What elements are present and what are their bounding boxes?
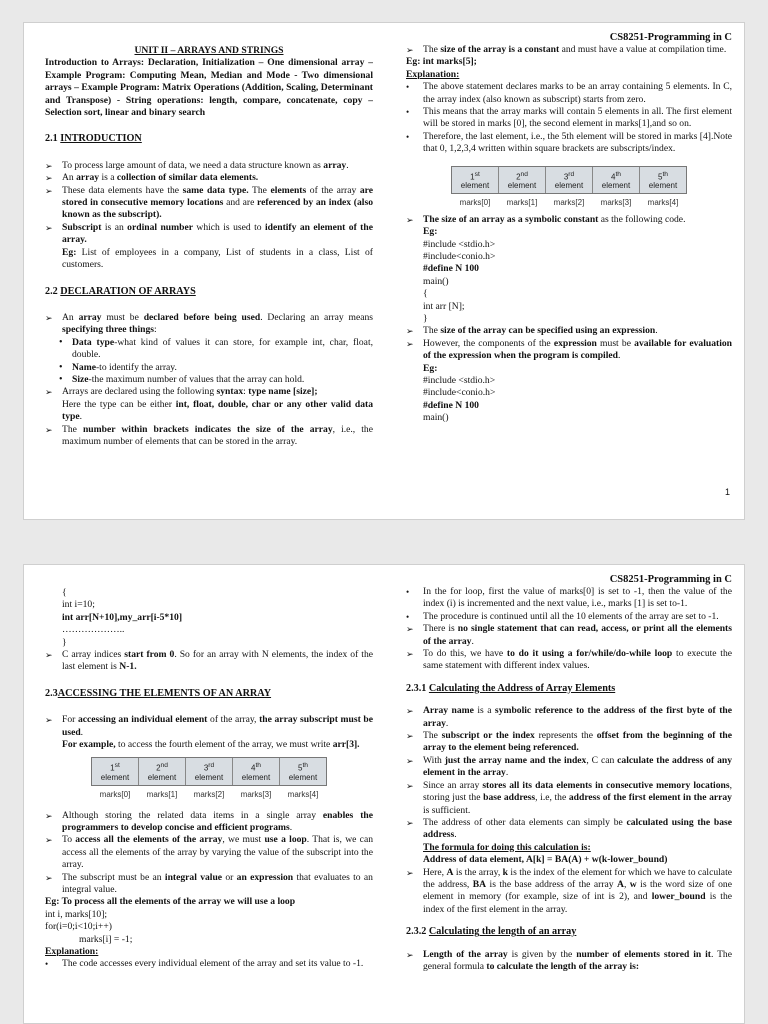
list-item: ➢ The address of other data elements can simply be calculated using the base address. The formula for doing this calculation is: Address of data element, A[k] = BA(A) + w(k-lower_bound) <box>406 816 732 866</box>
array-cell: 2nd element <box>139 758 186 785</box>
arrow-bullet-icon: ➢ <box>406 780 414 791</box>
arrow-bullet-icon: ➢ <box>45 185 53 196</box>
arrow-bullet-icon: ➢ <box>406 817 414 828</box>
list-item: ➢ Length of the array is given by the number of elements stored in it. The general formula to calculate the length of the array is: <box>406 948 732 972</box>
bullet-icon: • <box>59 336 63 348</box>
list-item: • Name-to identify the array. <box>59 361 177 373</box>
list-item: ➢ An array is a collection of similar data elements. <box>45 172 259 184</box>
section-2-3-1-heading: 2.3.1 Calculating the Address of Array Elements <box>406 682 616 694</box>
unit-title: UNIT II – ARRAYS AND STRINGS <box>134 45 284 56</box>
list-item: • Data type-what kind of values it can store, for example int, char, float, double. <box>59 336 373 361</box>
page-1 <box>23 22 745 520</box>
list-item: ➢ To access all the elements of the array, we must use a loop. That is, we can access all the elements of the array by varying the value of the subscript into the array. <box>45 834 373 871</box>
arrow-bullet-icon: ➢ <box>406 706 414 717</box>
arrow-bullet-icon: ➢ <box>45 872 53 883</box>
array-cell: 3rd element <box>546 167 593 194</box>
list-item: ➢ Array name is a symbolic reference to the address of the first byte of the array. <box>406 705 732 729</box>
arrow-bullet-icon: ➢ <box>406 731 414 742</box>
bullet-icon: • <box>406 587 410 597</box>
list-item: ➢ With just the array name and the index, C can calculate the address of any element in the array. <box>406 754 732 779</box>
example-heading: Eg: To process all the elements of the array we will use a loop <box>45 896 296 908</box>
code-example: Eg: #include <stdio.h> #include<conio.h> #define N 100 main() <box>423 362 496 424</box>
list-item: • This means that the array marks will contain 5 elements in all. The first element will be stored in marks [0], the second element in marks[1],and so on. <box>406 106 732 130</box>
array-cell: 1st element <box>452 167 499 194</box>
arrow-bullet-icon: ➢ <box>45 173 53 184</box>
section-2-3-heading: 2.3ACCESSING THE ELEMENTS OF AN ARRAY <box>45 687 272 699</box>
arrow-bullet-icon: ➢ <box>45 424 53 435</box>
arrow-bullet-icon: ➢ <box>45 387 53 398</box>
arrow-bullet-icon: ➢ <box>406 649 414 660</box>
example-code: Eg: int marks[5]; <box>406 56 477 68</box>
list-item: • The procedure is continued until all the 10 elements of the array are set to -1. <box>406 610 719 622</box>
array-cell: 3rd element <box>186 758 233 785</box>
code-example: { int i=10; int arr[N+10],my_arr[i-5*10] ……………….. } <box>62 587 183 648</box>
list-item: ➢ To process large amount of data, we need a data structure known as array. <box>45 159 349 171</box>
bullet-icon: • <box>59 361 63 373</box>
page-header: CS8251-Programming in C <box>609 574 732 585</box>
list-item: • The code accesses every individual element of the array and set its value to -1. <box>45 958 364 970</box>
code-line: for(i=0;i<10;i++) <box>45 921 112 933</box>
array-index-labels: marks[0] marks[1] marks[2] marks[3] marks[4] <box>99 790 319 800</box>
list-item: ➢ There is no single statement that can read, access, or print all the elements of the array. <box>406 623 732 647</box>
arrow-bullet-icon: ➢ <box>45 810 53 821</box>
arrow-bullet-icon: ➢ <box>45 222 53 233</box>
list-item: • In the for loop, first the value of marks[0] is set to -1, then the value of the index (i) is incremented and the next value, i.e., marks [1] is set to-1. <box>406 586 732 610</box>
section-2-1-heading: 2.1 INTRODUCTION <box>45 133 142 145</box>
arrow-bullet-icon: ➢ <box>45 312 53 323</box>
bullet-icon: • <box>45 959 49 970</box>
list-item: ➢ The size of the array is a constant and must have a value at compilation time. <box>406 44 727 55</box>
page2-right-column <box>406 573 732 1023</box>
arrow-bullet-icon: ➢ <box>406 326 414 337</box>
arrow-bullet-icon: ➢ <box>406 45 414 55</box>
list-item: ➢ C array indices start from 0. So for an array with N elements, the index of the last element is N-1. <box>45 649 373 673</box>
array-figure <box>451 166 687 195</box>
array-figure <box>91 757 327 786</box>
arrow-bullet-icon: ➢ <box>45 650 53 661</box>
list-item: ➢ Subscript is an ordinal number which is used to identify an element of the array. <box>45 221 373 246</box>
list-item: • The above statement declares marks to be an array containing 5 elements. In C, the array index (also known as subscript) starts from zero. <box>406 81 732 105</box>
bullet-icon: • <box>406 131 410 142</box>
code-line: marks[i] = -1; <box>79 933 133 945</box>
bullet-icon: • <box>406 107 410 118</box>
arrow-bullet-icon: ➢ <box>406 624 414 635</box>
bullet-icon: • <box>59 373 63 385</box>
page-header: CS8251-Programming in C <box>609 32 732 43</box>
list-item: ➢ For accessing an individual element of the array, the array subscript must be used. For example, to access the fourth element of the array, we must write arr[3]. <box>45 714 373 751</box>
arrow-bullet-icon: ➢ <box>45 835 53 846</box>
array-cell: 5th element <box>648 170 678 191</box>
code-example: Eg: #include <stdio.h> #include<conio.h> #define N 100 main() { int arr [N]; } <box>423 226 496 324</box>
unit-intro: Introduction to Arrays: Declaration, Initialization – One dimensional array – Example Program: Computing Mean, Median and Mode - Two dimensional arrays – Example Program: Matrix Operations (Addition, Scaling, Determinant and Transpose) - String operations: length, compare, concatenate, copy – Selection sort, linear and binary search <box>45 57 373 119</box>
page1-left-column <box>45 31 373 519</box>
explanation-label: Explanation: <box>406 68 460 80</box>
array-index-labels: marks[0] marks[1] marks[2] marks[3] marks[4] <box>459 198 679 208</box>
array-cell: 1st element <box>92 758 139 785</box>
list-item: ➢ To do this, we have to do it using a for/while/do-while loop to execute the same statement with different index values. <box>406 648 732 672</box>
page1-right-column <box>406 31 732 519</box>
array-cell: 5th element <box>288 762 318 783</box>
section-2-2-heading: 2.2 DECLARATION OF ARRAYS <box>45 285 196 297</box>
section-2-3-2-heading: 2.3.2 Calculating the length of an array <box>406 926 577 938</box>
list-item: ➢ Since an array stores all its data elements in consecutive memory locations, storing just the base address, i.e, the address of the first element in the array is sufficient. <box>406 779 732 816</box>
arrow-bullet-icon: ➢ <box>45 160 53 171</box>
array-cell: 2nd element <box>499 167 546 194</box>
array-cell: 4th element <box>233 758 280 785</box>
array-cell: 4th element <box>593 167 640 194</box>
list-item: • Size-the maximum number of values that the array can hold. <box>59 373 305 385</box>
arrow-bullet-icon: ➢ <box>406 949 414 960</box>
arrow-bullet-icon: ➢ <box>406 214 414 225</box>
list-item: ➢ An array must be declared before being used. Declaring an array means specifying three things: <box>45 311 373 336</box>
list-item: • Therefore, the last element, i.e., the 5th element will be stored in marks [4].Note that 0, 1,2,3,4 written within square brackets are subscripts/index. <box>406 130 732 155</box>
list-item: ➢ The size of an array as a symbolic constant as the following code. <box>406 213 686 225</box>
arrow-bullet-icon: ➢ <box>45 715 53 726</box>
list-item: ➢ The size of the array can be specified using an expression. <box>406 325 658 337</box>
list-item: ➢ Here, A is the array, k is the index of the element for which we have to calculate the address, BA is the base address of the array A, w is the word size of one element in memory (for example, size of int is 2), and lower_bound is the index of the first element in the array. <box>406 866 732 915</box>
list-item: ➢ Although storing the related data items in a single array enables the programmers to develop concise and efficient programs. <box>45 809 373 833</box>
bullet-icon: • <box>406 82 410 93</box>
list-item: ➢ The number within brackets indicates the size of the array, i.e., the maximum number of elements that can be stored in the array. <box>45 423 373 447</box>
list-item: ➢ These data elements have the same data type. The elements of the array are stored in consecutive memory locations and are referenced by an index (also known as the subscript). <box>45 184 373 221</box>
page-2 <box>23 564 745 1024</box>
arrow-bullet-icon: ➢ <box>406 755 414 766</box>
list-item: ➢ However, the components of the expression must be available for evaluation of the expression when the program is compiled. <box>406 337 732 362</box>
arrow-bullet-icon: ➢ <box>406 867 414 878</box>
list-item: ➢ The subscript must be an integral value or an expression that evaluates to an integral value. <box>45 871 373 895</box>
page-number: 1 <box>724 487 730 497</box>
bullet-icon: • <box>406 611 410 622</box>
page2-left-column <box>45 573 373 1023</box>
code-line: int i, marks[10]; <box>45 908 108 920</box>
list-item: ➢ The subscript or the index represents the offset from the beginning of the array to the element being referenced. <box>406 730 732 754</box>
arrow-bullet-icon: ➢ <box>406 338 414 349</box>
list-item: ➢ Arrays are declared using the following syntax: type name [size]; Here the type can be either int, float, double, char or any other valid data type. <box>45 386 373 423</box>
example-text: Eg: List of employees in a company, List of students in a class, List of customers. <box>62 246 373 271</box>
explanation-label: Explanation: <box>45 946 99 957</box>
